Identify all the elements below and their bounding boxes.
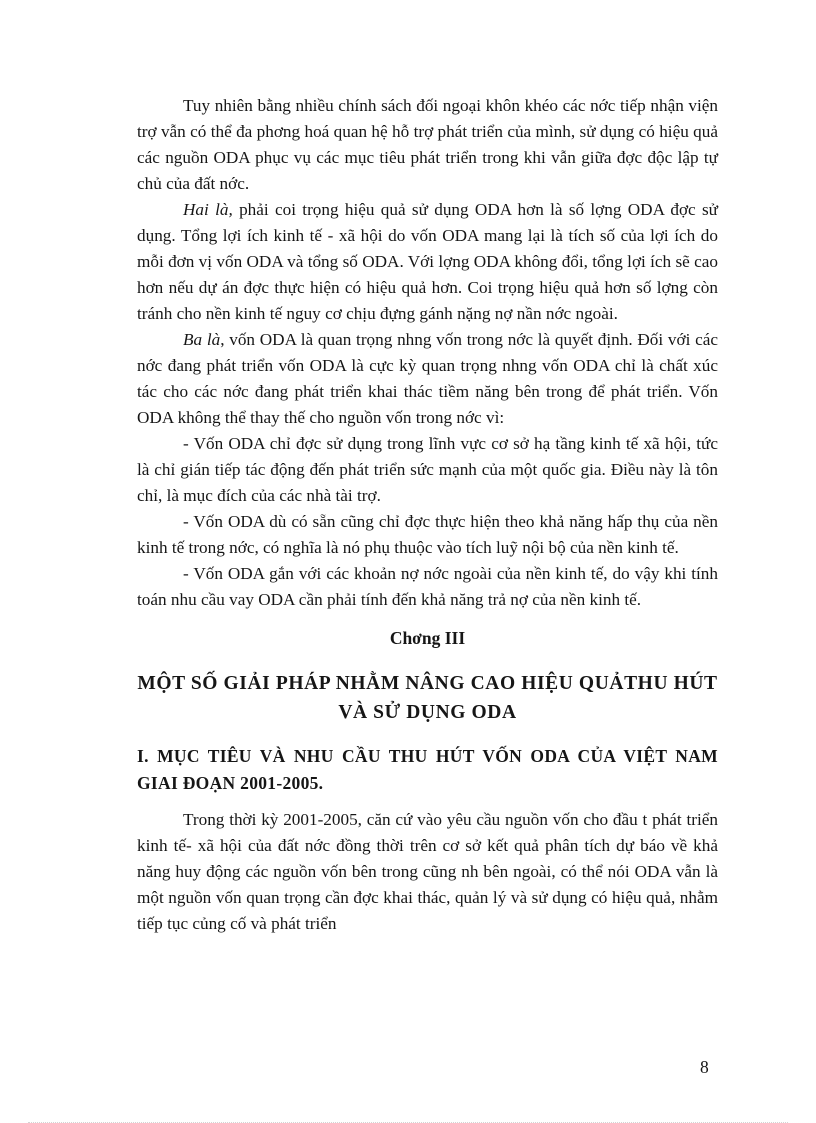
page-number: 8: [700, 1057, 709, 1077]
paragraph-second-point-text: phải coi trọng hiệu quả sử dụng ODA hơn là số lợng ODA đợc sử dụng. Tổng lợi ích kinh tế - xã hội do vốn ODA mang lại là tích số của lợi ích do mỗi đơn vị vốn ODA và tổng số ODA. Với lợng ODA không đổi, tổng lợi ích sẽ cao hơn nếu dự án đợc thực hiện có hiệu quả hơn. Coi trọng hiệu quả hơn số lợng còn tránh cho nền kinh tế nguy cơ chịu đựng gánh nặng nợ nần nớc ngoài.: [137, 200, 718, 323]
paragraph-third-point: [137, 327, 718, 431]
paragraph-third-point-text: , vốn ODA là quan trọng nhng vốn trong nớc là quyết định. Đối với các nớc đang phát triển vốn ODA là cực kỳ quan trọng nhng vốn ODA chỉ là chất xúc tác cho các nớc đang phát triển khai thác tiềm năng bên trong để phát triển. Vốn ODA không thể thay thế cho nguồn vốn trong nớc vì:: [137, 330, 718, 427]
section-heading: I. MỤC TIÊU VÀ NHU CẦU THU HÚT VỐN ODA CỦA VIỆT NAM GIAI ĐOẠN 2001-2005.: [137, 746, 718, 793]
list-item-infrastructure: - Vốn ODA chỉ đợc sử dụng trong lĩnh vực cơ sở hạ tầng kinh tế xã hội, tức là chỉ gián tiếp tác động đến phát triển sức mạnh của một quốc gia. Điều này là tôn chỉ, là mục đích của các nhà tài trợ.: [137, 434, 718, 505]
paragraph-diplomacy: Tuy nhiên bằng nhiều chính sách đối ngoại khôn khéo các nớc tiếp nhận viện trợ vẫn có thể đa phơng hoá quan hệ hỗ trợ phát triển của mình, sử dụng có hiệu quả các nguồn ODA phục vụ các mục tiêu phát triển trong khi vẫn giữa đợc độc lập tự chủ của đất nớc.: [137, 96, 718, 193]
paragraph-period-2001-2005: Trong thời kỳ 2001-2005, căn cứ vào yêu cầu nguồn vốn cho đầu t phát triển kinh tế- xã hội của đất nớc đồng thời trên cơ sở kết quả phân tích dự báo về khả năng huy động các nguồn vốn bên trong cũng nh bên ngoài, có thể nói ODA vẫn là một nguồn vốn quan trọng cần đợc khai thác, quản lý và sử dụng có hiệu quả, nhằm tiếp tục củng cố và phát triển: [137, 810, 718, 933]
chapter-title: MỘT SỐ GIẢI PHÁP NHẰM NÂNG CAO HIỆU QUẢTHU HÚT VÀ SỬ DỤNG ODA: [137, 673, 718, 723]
list-item-foreign-debt: - Vốn ODA gắn với các khoản nợ nớc ngoài của nền kinh tế, do vậy khi tính toán nhu cầu vay ODA cần phải tính đến khả năng trả nợ của nền kinh tế.: [137, 564, 718, 609]
list-item-absorption: - Vốn ODA dù có sẵn cũng chỉ đợc thực hiện theo khả năng hấp thụ của nền kinh tế trong nớc, có nghĩa là nó phụ thuộc vào tích luỹ nội bộ của nền kinh tế.: [137, 512, 718, 557]
lead-hai-la: Hai là,: [183, 200, 233, 219]
document-body: [137, 93, 718, 937]
paragraph-second-point: [137, 197, 718, 327]
chapter-heading: Chơng III: [389, 628, 466, 648]
lead-ba-la: Ba là: [183, 330, 221, 349]
